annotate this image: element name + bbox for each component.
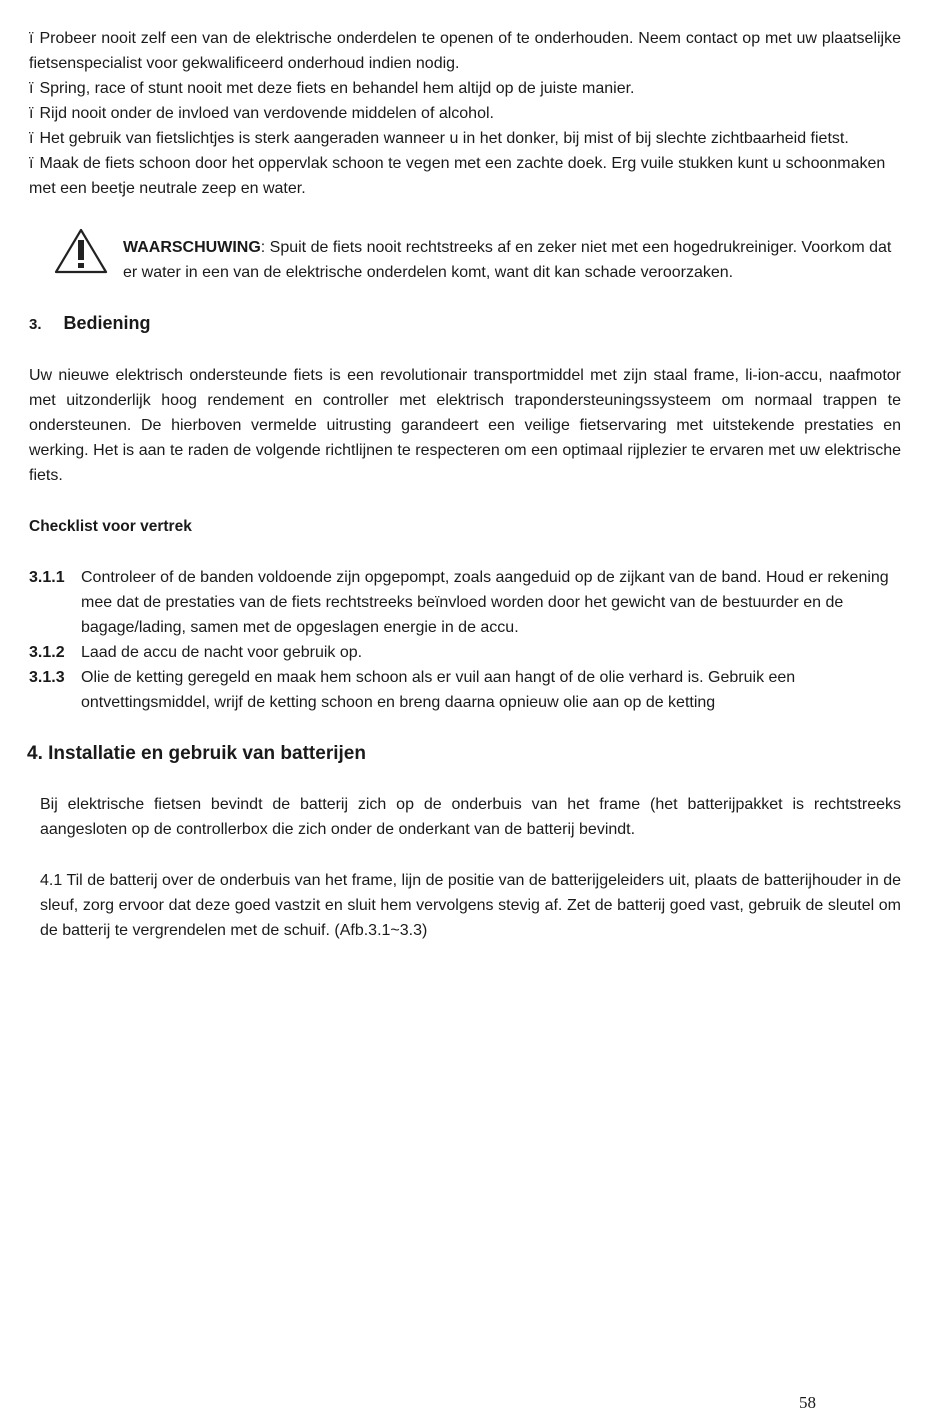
checklist-number: 3.1.3: [29, 669, 65, 686]
checklist: [29, 565, 901, 715]
warning-label: WAARSCHUWING: [123, 239, 261, 256]
section-4-body: [29, 792, 901, 943]
bullet-glyph: ï: [29, 130, 34, 147]
section-4-heading: 4. Installatie en gebruik van batterijen: [27, 743, 366, 764]
bullet-item: ï Maak de fiets schoon door het oppervlak schoon te vegen met een zachte doek. Erg vuile stukken kunt u schoonmaken met een beetje neutrale zeep en water.: [29, 155, 886, 197]
document-page: [29, 26, 901, 943]
checklist-text: Laad de accu de nacht voor gebruik op.: [81, 644, 363, 661]
bullet-item: ï Spring, race of stunt nooit met deze fiets en behandel hem altijd op de juiste manier.: [29, 80, 635, 97]
checklist-title: Checklist voor vertrek: [29, 518, 192, 535]
warning-block: [29, 235, 901, 285]
bullet-item: ï Probeer nooit zelf een van de elektrische onderdelen te openen of te onderhouden. Neem contact op met uw plaatselijke fietsenspecialist voor gekwalificeerd onderhoud indien nodig.: [29, 30, 901, 72]
checklist-item: [29, 665, 901, 715]
bullet-item: ï Het gebruik van fietslichtjes is sterk aangeraden wanneer u in het donker, bij mist of bij slechte zichtbaarheid fietst.: [29, 130, 849, 147]
bullet-glyph: ï: [29, 105, 34, 122]
bullet-glyph: ï: [29, 80, 34, 97]
page-number: 58: [799, 1393, 816, 1412]
section-4-paragraph-1: Bij elektrische fietsen bevindt de batterij zich op de onderbuis van het frame (het batterijpakket is rechtstreeks aangesloten op de controllerbox die zich onder de onderkant van de batterij bevindt.: [40, 796, 901, 838]
bullet-item: ï Rijd nooit onder de invloed van verdovende middelen of alcohol.: [29, 105, 494, 122]
section-3-heading: 3. Bediening: [29, 313, 151, 333]
checklist-item: [29, 565, 901, 640]
bullet-glyph: ï: [29, 30, 34, 47]
warning-triangle-icon: [53, 227, 109, 275]
section-4-paragraph-2: 4.1 Til de batterij over de onderbuis van het frame, lijn de positie van de batterijgeleiders uit, plaats de batterijhouder in de sleuf, zorg ervoor dat deze goed vastzit en sluit hem vervolgens stevig af. Zet de batterij goed vast, gebruik de sleutel om de batterij te vergrendelen met de schuif. (Afb.3.1~3.3): [40, 872, 901, 939]
section-3-paragraph: Uw nieuwe elektrisch ondersteunde fiets is een revolutionair transportmiddel met zijn staal frame, li-ion-accu, naafmotor met uitzonderlijk hoog rendement en controller met elektrisch trapondersteuningssysteem om normaal trappen te ondersteunen. De hierboven vermelde uitrusting garandeert een veilige fietservaring met uitstekende prestaties en werking. Het is aan te raden de volgende richtlijnen te respecteren om een optimaal rijplezier te ervaren met uw elektrische fiets.: [29, 367, 901, 484]
bullet-list: [29, 26, 901, 201]
checklist-number: 3.1.2: [29, 644, 65, 661]
checklist-item: [29, 640, 901, 665]
checklist-number: 3.1.1: [29, 569, 65, 586]
checklist-text: Controleer of de banden voldoende zijn opgepompt, zoals aangeduid op de zijkant van de band. Houd er rekening mee dat de prestaties van de fiets rechtstreeks beïnvloed worden door het gewicht van de bestuurder en de bagage/lading, samen met de opgeslagen energie in de accu.: [81, 569, 889, 636]
warning-text: WAARSCHUWING: Spuit de fiets nooit rechtstreeks af en zeker niet met een hogedrukreiniger. Voorkom dat er water in een van de elektrische onderdelen komt, want dit kan schade veroorzaken.: [123, 239, 892, 281]
checklist-text: Olie de ketting geregeld en maak hem schoon als er vuil aan hangt of de olie verhard is. Gebruik een ontvettingsmiddel, wrijf de ketting schoon en breng daarna opnieuw olie aan op de ketting: [81, 669, 796, 711]
bullet-glyph: ï: [29, 155, 34, 172]
